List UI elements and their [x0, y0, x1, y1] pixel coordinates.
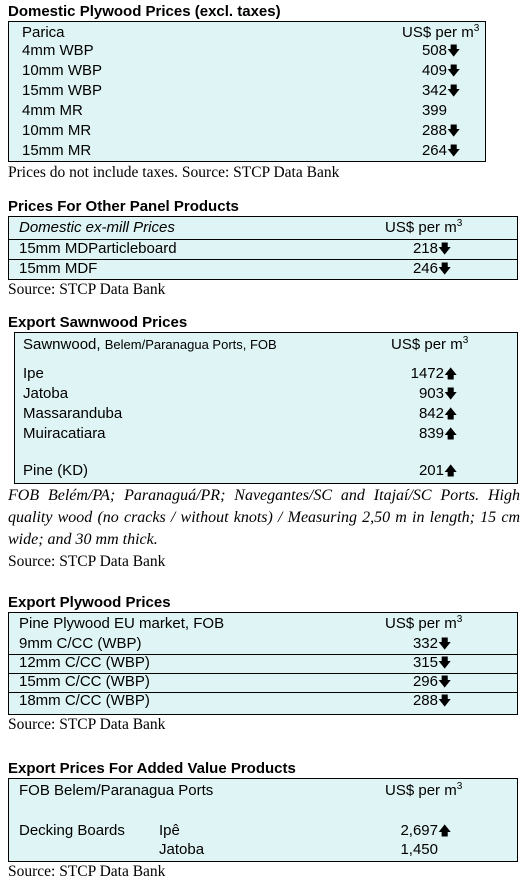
other-panel-note: Source: STCP Data Bank — [8, 281, 166, 298]
product-label: Decking Boards — [19, 822, 125, 839]
sawnwood-title: Export Sawnwood Prices — [8, 314, 188, 331]
added-value-title: Export Prices For Added Value Products — [8, 760, 296, 777]
row-label: 4mm MR — [22, 102, 83, 119]
table-row — [9, 41, 485, 61]
row-label: Ipê — [159, 822, 180, 839]
domestic-plywood-table — [8, 21, 486, 162]
added-value-note: Source: STCP Data Bank — [8, 863, 166, 880]
row-label: 15mm MR — [22, 142, 92, 159]
table-row — [15, 364, 517, 384]
arrow-down-icon: 🡇 — [447, 43, 461, 58]
row-label: 15mm MDParticleboard — [19, 240, 177, 257]
row-value: 903🡇 — [418, 385, 458, 402]
arrow-up-icon: 🡅 — [444, 426, 458, 441]
row-value: 246🡇 — [412, 260, 452, 277]
sawnwood-fob-note: FOB Belém/PA; Paranaguá/PR; Navegantes/SC and Itajaí/SC Ports. High quality wood (no cracks / without knots) / Measuring 2,50 m in length; 15 cm wide; and 30 mm thick. — [8, 487, 520, 548]
row-label: Jatoba — [23, 385, 69, 402]
arrow-up-icon: 🡅 — [444, 406, 458, 421]
row-value: 508🡇 — [421, 42, 461, 59]
table-row — [9, 691, 517, 711]
row-label: 18mm C/CC (WBP) — [19, 692, 150, 709]
row-value: 399 — [421, 102, 447, 119]
table-row — [15, 461, 517, 481]
header-unit: US$ per $m^3$ — [391, 335, 469, 353]
arrow-down-icon: 🡇 — [438, 241, 452, 256]
arrow-down-icon: 🡇 — [444, 386, 458, 401]
row-label: Pine (KD) — [23, 462, 89, 479]
table-row — [15, 404, 517, 424]
added-value-table — [8, 778, 518, 862]
arrow-up-icon: 🡅 — [438, 823, 452, 838]
row-value: 332🡇 — [412, 635, 452, 652]
other-panel-table — [8, 216, 518, 280]
row-value: 342🡇 — [421, 82, 461, 99]
row-value: 201🡅 — [418, 462, 458, 479]
arrow-up-icon: 🡅 — [444, 463, 458, 478]
table-row — [9, 634, 517, 655]
arrow-down-icon: 🡇 — [438, 261, 452, 276]
table-header — [15, 335, 517, 355]
table-header — [9, 23, 485, 43]
row-label: Muiracatiara — [23, 425, 106, 442]
export-plywood-table — [8, 612, 518, 715]
row-value: 315🡇 — [412, 654, 452, 671]
header-unit: US$ per $m^3$ — [402, 23, 480, 41]
export-plywood-title: Export Plywood Prices — [8, 594, 171, 611]
arrow-up-icon: 🡅 — [444, 366, 458, 381]
row-label: 10mm MR — [22, 122, 92, 139]
row-label: Ipe — [23, 365, 44, 382]
row-label: 15mm WBP — [22, 82, 103, 99]
row-value: 218🡇 — [412, 240, 452, 257]
header-label: Sawnwood, Belem/Paranagua Ports, FOB — [23, 336, 277, 353]
export-plywood-note: Source: STCP Data Bank — [8, 716, 166, 733]
row-value: 409🡇 — [421, 62, 461, 79]
row-value: 264🡇 — [421, 142, 461, 159]
table-row — [9, 653, 517, 674]
row-value: 839🡅 — [418, 425, 458, 442]
row-label: 15mm MDF — [19, 260, 98, 277]
header-unit: US$ per $m^3$ — [385, 218, 463, 236]
table-row — [9, 672, 517, 693]
domestic-plywood-title: Domestic Plywood Prices (excl. taxes) — [8, 3, 281, 20]
row-label: 9mm C/CC (WBP) — [19, 635, 142, 652]
arrow-down-icon: 🡇 — [447, 83, 461, 98]
table-row — [9, 101, 485, 121]
arrow-down-icon: 🡇 — [438, 693, 452, 708]
table-header — [9, 614, 517, 634]
header-unit: US$ per $m^3$ — [385, 614, 463, 632]
row-label: Jatoba — [159, 841, 205, 858]
sawnwood-note: Source: STCP Data Bank — [8, 553, 166, 570]
arrow-down-icon: 🡇 — [447, 143, 461, 158]
row-label: Massaranduba — [23, 405, 123, 422]
table-row — [9, 121, 485, 141]
table-header — [9, 781, 517, 801]
row-value: 842🡅 — [418, 405, 458, 422]
header-unit: US$ per $m^3$ — [385, 781, 463, 799]
row-value: 1,450 — [400, 841, 438, 858]
table-header — [9, 218, 517, 238]
arrow-down-icon: 🡇 — [447, 123, 461, 138]
header-label: Pine Plywood EU market, FOB — [19, 615, 225, 632]
table-row — [9, 141, 485, 161]
row-label: 12mm C/CC (WBP) — [19, 654, 150, 671]
row-value: 1472🡅 — [410, 365, 458, 382]
table-row — [15, 384, 517, 404]
row-value: 288🡇 — [412, 692, 452, 709]
row-value: 288🡇 — [421, 122, 461, 139]
domestic-plywood-note: Prices do not include taxes. Source: STCP Data Bank — [8, 164, 340, 181]
row-label: 10mm WBP — [22, 62, 103, 79]
header-label: Domestic ex-mill Prices — [19, 219, 175, 236]
sawnwood-table — [14, 332, 518, 484]
table-row — [9, 61, 485, 81]
table-row — [9, 239, 517, 260]
table-row — [9, 840, 517, 860]
row-label: 4mm WBP — [22, 42, 94, 59]
table-row — [9, 259, 517, 279]
arrow-down-icon: 🡇 — [438, 674, 452, 689]
table-row — [9, 81, 485, 101]
arrow-down-icon: 🡇 — [438, 636, 452, 651]
arrow-down-icon: 🡇 — [438, 655, 452, 670]
other-panel-title: Prices For Other Panel Products — [8, 198, 239, 215]
header-label: FOB Belem/Paranagua Ports — [19, 782, 214, 799]
header-label: Parica — [22, 24, 65, 41]
row-label: 15mm C/CC (WBP) — [19, 673, 150, 690]
row-value: 296🡇 — [412, 673, 452, 690]
table-row — [9, 821, 517, 841]
table-row — [15, 424, 517, 444]
arrow-down-icon: 🡇 — [447, 63, 461, 78]
row-value: 2,697🡅 — [400, 822, 452, 839]
